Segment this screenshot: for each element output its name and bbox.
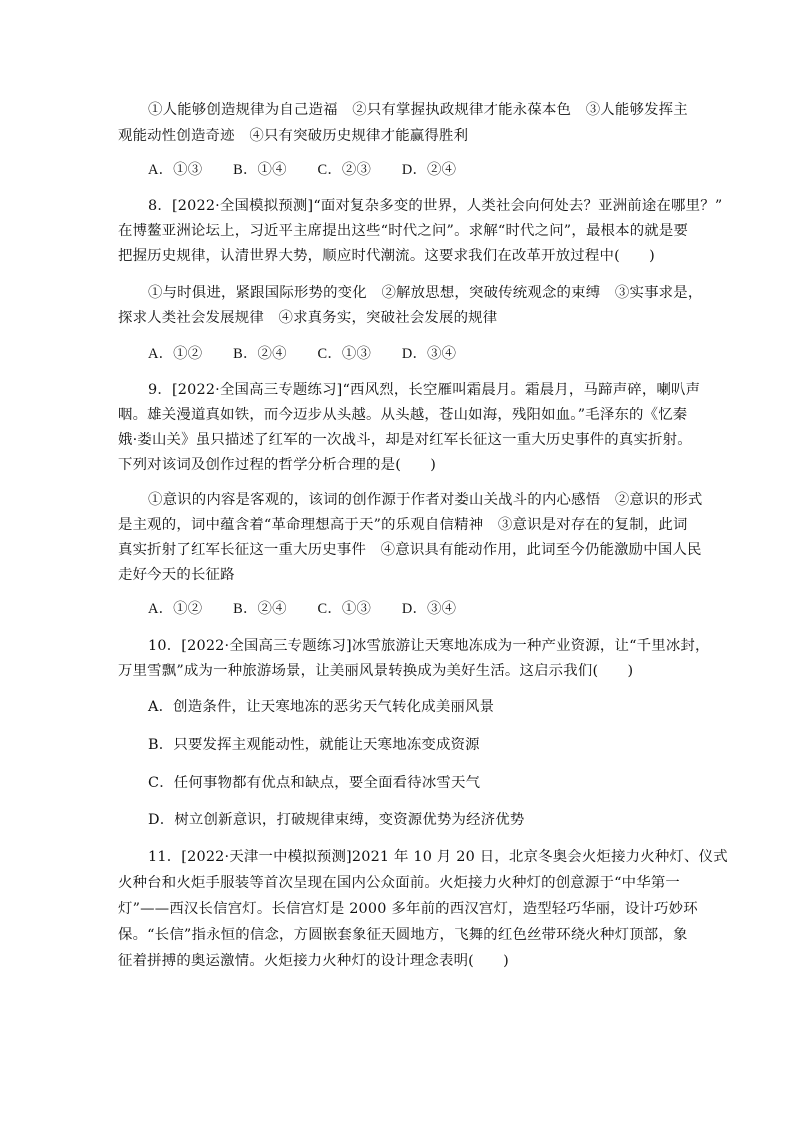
q11-stem-line-5: 征着拼搏的奥运激情。火炬接力火种灯的设计理念表明( ): [118, 953, 509, 969]
q7-options: [148, 160, 482, 180]
q8-stem-line-1: 8．[2022·全国模拟预测]“面对复杂多变的世界，人类社会向何处去？亚洲前途在哪里？”: [148, 198, 723, 214]
q9-statements-line-2: 是主观的，词中蕴含着“革命理想高于天”的乐观自信精神 ③意识是对存在的复制，此词: [118, 517, 688, 533]
q8-stem-line-3: 把握历史规律，认清世界大势，顺应时代潮流。这要求我们在改革开放过程中( ): [118, 248, 655, 264]
q7-statements-line-1: ①人能够创造规律为自己造福 ②只有掌握执政规律才能永葆本色 ③人能够发挥主: [148, 102, 688, 118]
q11-stem-line-3: 灯”——西汉长信宫灯。长信宫灯是 2000 多年前的西汉宫灯，造型轻巧华丽，设计巧妙环: [118, 901, 698, 917]
q8-option-b[interactable]: B．②④: [233, 346, 287, 362]
q10-stem-line-1: 10．[2022·全国高三专题练习]冰雪旅游让天寒地冻成为一种产业资源，让“千里冰封，: [148, 638, 710, 654]
q8-statements-line-2: 探求人类社会发展规律 ④求真务实，突破社会发展的规律: [118, 310, 498, 326]
q10-stem-line-2: 万里雪飘”成为一种旅游场景，让美丽风景转换成为美好生活。这启示我们( ): [118, 663, 634, 679]
q11-stem-line-2: 火种台和火炬手服装等首次呈现在国内公众面前。火炬接力火种灯的创意源于“中华第一: [118, 875, 681, 891]
q7-statements-line-2: 观能动性创造奇迹 ④只有突破历史规律才能赢得胜利: [118, 128, 469, 144]
q8-option-d[interactable]: D．③④: [401, 346, 457, 362]
q9-statements-line-3: 真实折射了红军长征这一重大历史事件 ④意识具有能动作用，此词至今仍能激励中国人民: [118, 542, 702, 558]
q7-option-a[interactable]: A．①③: [148, 162, 203, 178]
q11-stem-line-1: 11．[2022·天津一中模拟预测]2021 年 10 月 20 日，北京冬奥会火炬接力火种灯、仪式: [148, 849, 728, 865]
q9-option-a[interactable]: A．①②: [148, 601, 203, 617]
q9-stem-line-4: 下列对该词及创作过程的哲学分析合理的是( ): [118, 457, 437, 473]
q8-statements-line-1: ①与时俱进，紧跟国际形势的变化 ②解放思想，突破传统观念的束缚 ③实事求是，: [148, 285, 703, 301]
q10-option-c[interactable]: C．任何事物都有优点和缺点，要全面看待冰雪天气: [148, 775, 481, 791]
q11-stem-line-4: 保。“长信”指永恒的信念，方圆嵌套象征天圆地方，飞舞的红色丝带环绕火种灯顶部，象: [118, 927, 688, 943]
q9-statements-line-1: ①意识的内容是客观的，该词的创作源于作者对娄山关战斗的内心感悟 ②意识的形式: [148, 492, 703, 508]
q8-options: [148, 344, 482, 364]
q8-option-a[interactable]: A．①②: [148, 346, 203, 362]
q7-option-d[interactable]: D．②④: [401, 162, 457, 178]
q7-option-c[interactable]: C．②③: [317, 162, 372, 178]
q9-option-b[interactable]: B．②④: [233, 601, 287, 617]
q9-stem-line-2: 咽。雄关漫道真如铁，而今迈步从头越。从头越，苍山如海，残阳如血。”毛泽东的《忆秦: [118, 407, 688, 423]
q10-option-d[interactable]: D．树立创新意识，打破规律束缚，变资源优势为经济优势: [148, 812, 525, 828]
q10-option-a[interactable]: A．创造条件，让天寒地冻的恶劣天气转化成美丽风景: [148, 699, 495, 715]
q7-option-b[interactable]: B．①④: [233, 162, 287, 178]
q9-stem-line-1: 9．[2022·全国高三专题练习]“西风烈，长空雁叫霜晨月。霜晨月，马蹄声碎，喇叭声: [148, 382, 701, 398]
q9-statements-line-4: 走好今天的长征路: [118, 567, 235, 583]
q9-option-d[interactable]: D．③④: [401, 601, 457, 617]
q9-options: [148, 599, 482, 619]
q8-option-c[interactable]: C．①③: [317, 346, 372, 362]
q8-stem-line-2: 在博鳌亚洲论坛上，习近平主席提出这些“时代之问”。求解“时代之问”，最根本的就是要: [118, 223, 689, 239]
q9-stem-line-3: 娥·娄山关》虽只描述了红军的一次战斗，却是对红军长征这一重大历史事件的真实折射。: [118, 432, 692, 448]
q10-option-b[interactable]: B．只要发挥主观能动性，就能让天寒地冻变成资源: [148, 737, 480, 753]
q9-option-c[interactable]: C．①③: [317, 601, 372, 617]
